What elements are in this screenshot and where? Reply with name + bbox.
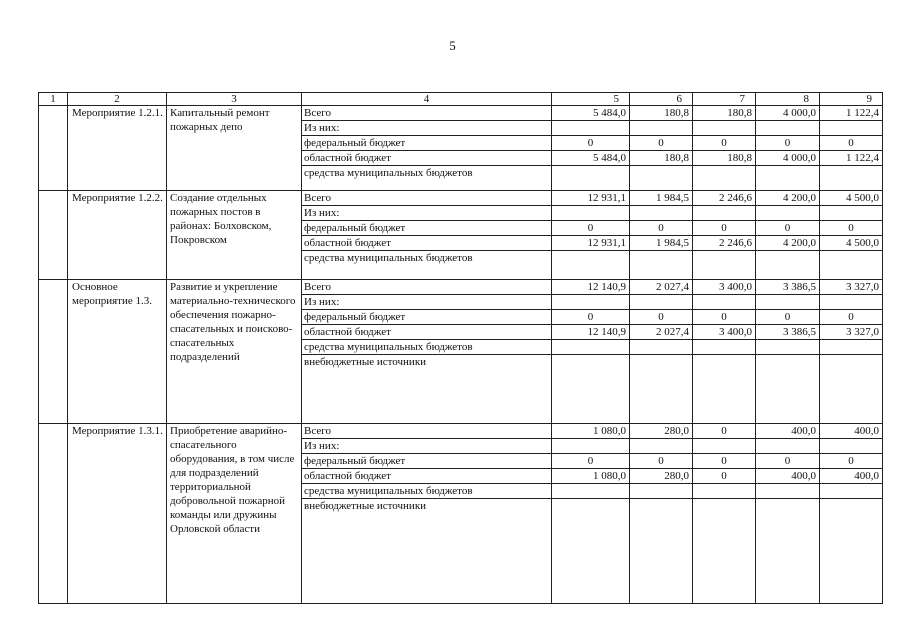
- value-cell-col9: [820, 340, 883, 355]
- header-row: [39, 93, 883, 106]
- value-cell-col7: [693, 484, 756, 499]
- value-cell-col7: 3 400,0: [693, 280, 756, 295]
- funding-source-label: федеральный бюджет: [302, 310, 552, 325]
- value-cell-col5: [552, 439, 630, 454]
- value-cell-col5: 1 080,0: [552, 424, 630, 439]
- value-cell-col8: [756, 484, 820, 499]
- funding-source-label: Из них:: [302, 121, 552, 136]
- funding-source-label: федеральный бюджет: [302, 136, 552, 151]
- value-cell-col7: [693, 206, 756, 221]
- value-cell-col7: 0: [693, 424, 756, 439]
- value-cell-col5: [552, 484, 630, 499]
- value-cell-col5: 12 931,1: [552, 191, 630, 206]
- value-cell-col6: 0: [630, 310, 693, 325]
- value-cell-col5: 0: [552, 310, 630, 325]
- funding-source-label: областной бюджет: [302, 236, 552, 251]
- value-cell-col7: 180,8: [693, 106, 756, 121]
- value-cell-col6: [630, 251, 693, 280]
- value-cell-col5: [552, 499, 630, 604]
- value-cell-col5: 1 080,0: [552, 469, 630, 484]
- value-cell-col9: 4 500,0: [820, 236, 883, 251]
- funding-source-label: федеральный бюджет: [302, 221, 552, 236]
- value-cell-col9: 4 500,0: [820, 191, 883, 206]
- value-cell-col9: [820, 251, 883, 280]
- value-cell-col5: 0: [552, 221, 630, 236]
- value-cell-col5: 0: [552, 136, 630, 151]
- value-cell-col7: [693, 340, 756, 355]
- funding-source-label: средства муниципальных бюджетов: [302, 251, 552, 280]
- value-cell-col6: 180,8: [630, 106, 693, 121]
- value-cell-col5: [552, 295, 630, 310]
- value-cell-col6: [630, 340, 693, 355]
- value-cell-col9: 3 327,0: [820, 280, 883, 295]
- value-cell-col8: 4 000,0: [756, 106, 820, 121]
- value-cell-col8: 0: [756, 310, 820, 325]
- value-cell-col9: [820, 355, 883, 424]
- value-cell-col6: [630, 499, 693, 604]
- value-cell-col5: 12 140,9: [552, 280, 630, 295]
- measure-name: Мероприятие 1.3.1.: [68, 424, 167, 604]
- value-cell-col7: 3 400,0: [693, 325, 756, 340]
- funding-source-label: федеральный бюджет: [302, 454, 552, 469]
- funding-source-label: средства муниципальных бюджетов: [302, 166, 552, 191]
- page-number: 5: [449, 38, 456, 53]
- funding-source-label: Из них:: [302, 206, 552, 221]
- value-cell-col6: [630, 121, 693, 136]
- value-cell-col5: [552, 206, 630, 221]
- value-cell-col8: [756, 206, 820, 221]
- measure-name: Мероприятие 1.2.2.: [68, 191, 167, 280]
- value-cell-col9: [820, 484, 883, 499]
- measure-name: Мероприятие 1.2.1.: [68, 106, 167, 191]
- value-cell-col6: [630, 166, 693, 191]
- value-cell-col5: 12 931,1: [552, 236, 630, 251]
- table-row: [39, 280, 883, 295]
- value-cell-col8: 4 200,0: [756, 236, 820, 251]
- value-cell-col8: 0: [756, 221, 820, 236]
- value-cell-col9: [820, 295, 883, 310]
- measure-description: Развитие и укрепление материально-технического обеспечения пожарно-спасательных и поисково-спасательных подразделений: [167, 280, 302, 424]
- value-cell-col7: [693, 439, 756, 454]
- funding-source-label: областной бюджет: [302, 469, 552, 484]
- value-cell-col7: 180,8: [693, 151, 756, 166]
- value-cell-col7: 0: [693, 136, 756, 151]
- funding-source-label: средства муниципальных бюджетов: [302, 484, 552, 499]
- row-number-cell: [39, 280, 68, 424]
- funding-source-label: Всего: [302, 280, 552, 295]
- value-cell-col9: 0: [820, 310, 883, 325]
- header-cell-2: 2: [68, 93, 167, 106]
- header-cell-1: 1: [39, 93, 68, 106]
- value-cell-col6: [630, 484, 693, 499]
- header-cell-3: 3: [167, 93, 302, 106]
- funding-source-label: областной бюджет: [302, 151, 552, 166]
- value-cell-col9: 3 327,0: [820, 325, 883, 340]
- header-cell-6: 6: [630, 93, 693, 106]
- value-cell-col9: [820, 499, 883, 604]
- value-cell-col6: 2 027,4: [630, 280, 693, 295]
- funding-source-label: Всего: [302, 106, 552, 121]
- value-cell-col7: 0: [693, 221, 756, 236]
- value-cell-col8: [756, 499, 820, 604]
- value-cell-col7: [693, 166, 756, 191]
- funding-source-label: внебюджетные источники: [302, 355, 552, 424]
- value-cell-col8: [756, 355, 820, 424]
- value-cell-col7: [693, 355, 756, 424]
- value-cell-col9: 400,0: [820, 469, 883, 484]
- value-cell-col6: 0: [630, 136, 693, 151]
- row-number-cell: [39, 106, 68, 191]
- value-cell-col6: [630, 295, 693, 310]
- value-cell-col8: 3 386,5: [756, 280, 820, 295]
- value-cell-col7: [693, 121, 756, 136]
- value-cell-col5: [552, 121, 630, 136]
- value-cell-col7: [693, 499, 756, 604]
- value-cell-col8: 0: [756, 136, 820, 151]
- value-cell-col6: 1 984,5: [630, 236, 693, 251]
- value-cell-col8: [756, 166, 820, 191]
- value-cell-col9: 0: [820, 454, 883, 469]
- value-cell-col7: [693, 295, 756, 310]
- value-cell-col8: 4 200,0: [756, 191, 820, 206]
- value-cell-col5: [552, 251, 630, 280]
- value-cell-col8: [756, 340, 820, 355]
- value-cell-col8: 400,0: [756, 424, 820, 439]
- value-cell-col9: [820, 121, 883, 136]
- value-cell-col9: [820, 166, 883, 191]
- header-cell-8: 8: [756, 93, 820, 106]
- value-cell-col9: 0: [820, 136, 883, 151]
- table-body: [39, 93, 883, 604]
- value-cell-col8: [756, 295, 820, 310]
- value-cell-col6: [630, 439, 693, 454]
- value-cell-col5: [552, 355, 630, 424]
- value-cell-col5: 5 484,0: [552, 106, 630, 121]
- measure-name: Основное мероприятие 1.3.: [68, 280, 167, 424]
- value-cell-col5: [552, 340, 630, 355]
- header-cell-5: 5: [552, 93, 630, 106]
- value-cell-col7: 2 246,6: [693, 236, 756, 251]
- value-cell-col8: [756, 439, 820, 454]
- value-cell-col6: [630, 355, 693, 424]
- value-cell-col9: 0: [820, 221, 883, 236]
- budget-table: [38, 92, 883, 604]
- measure-description: Приобретение аварийно-спасательного оборудования, в том числе для подразделений территориальной добровольной пожарной команды или дружины Орловской области: [167, 424, 302, 604]
- value-cell-col7: 0: [693, 454, 756, 469]
- value-cell-col6: [630, 206, 693, 221]
- value-cell-col6: 280,0: [630, 424, 693, 439]
- value-cell-col5: 0: [552, 454, 630, 469]
- header-cell-7: 7: [693, 93, 756, 106]
- value-cell-col7: 2 246,6: [693, 191, 756, 206]
- value-cell-col9: 400,0: [820, 424, 883, 439]
- funding-source-label: Из них:: [302, 295, 552, 310]
- value-cell-col6: 280,0: [630, 469, 693, 484]
- value-cell-col6: 0: [630, 454, 693, 469]
- value-cell-col6: 180,8: [630, 151, 693, 166]
- value-cell-col8: 3 386,5: [756, 325, 820, 340]
- table-row: [39, 191, 883, 206]
- value-cell-col6: 2 027,4: [630, 325, 693, 340]
- funding-source-label: Всего: [302, 191, 552, 206]
- value-cell-col9: [820, 206, 883, 221]
- value-cell-col6: 1 984,5: [630, 191, 693, 206]
- value-cell-col6: 0: [630, 221, 693, 236]
- measure-description: Создание отдельных пожарных постов в районах: Болховском, Покровском: [167, 191, 302, 280]
- value-cell-col8: 4 000,0: [756, 151, 820, 166]
- value-cell-col7: [693, 251, 756, 280]
- funding-source-label: Всего: [302, 424, 552, 439]
- value-cell-col9: [820, 439, 883, 454]
- row-number-cell: [39, 191, 68, 280]
- value-cell-col8: [756, 121, 820, 136]
- value-cell-col9: 1 122,4: [820, 151, 883, 166]
- header-cell-4: 4: [302, 93, 552, 106]
- funding-source-label: внебюджетные источники: [302, 499, 552, 604]
- header-cell-9: 9: [820, 93, 883, 106]
- measure-description: Капитальный ремонт пожарных депо: [167, 106, 302, 191]
- value-cell-col8: 400,0: [756, 469, 820, 484]
- value-cell-col8: [756, 251, 820, 280]
- value-cell-col5: 5 484,0: [552, 151, 630, 166]
- row-number-cell: [39, 424, 68, 604]
- table-row: [39, 106, 883, 121]
- funding-source-label: областной бюджет: [302, 325, 552, 340]
- funding-source-label: средства муниципальных бюджетов: [302, 340, 552, 355]
- value-cell-col9: 1 122,4: [820, 106, 883, 121]
- funding-source-label: Из них:: [302, 439, 552, 454]
- value-cell-col7: 0: [693, 310, 756, 325]
- value-cell-col7: 0: [693, 469, 756, 484]
- value-cell-col5: [552, 166, 630, 191]
- table-row: [39, 424, 883, 439]
- value-cell-col8: 0: [756, 454, 820, 469]
- value-cell-col5: 12 140,9: [552, 325, 630, 340]
